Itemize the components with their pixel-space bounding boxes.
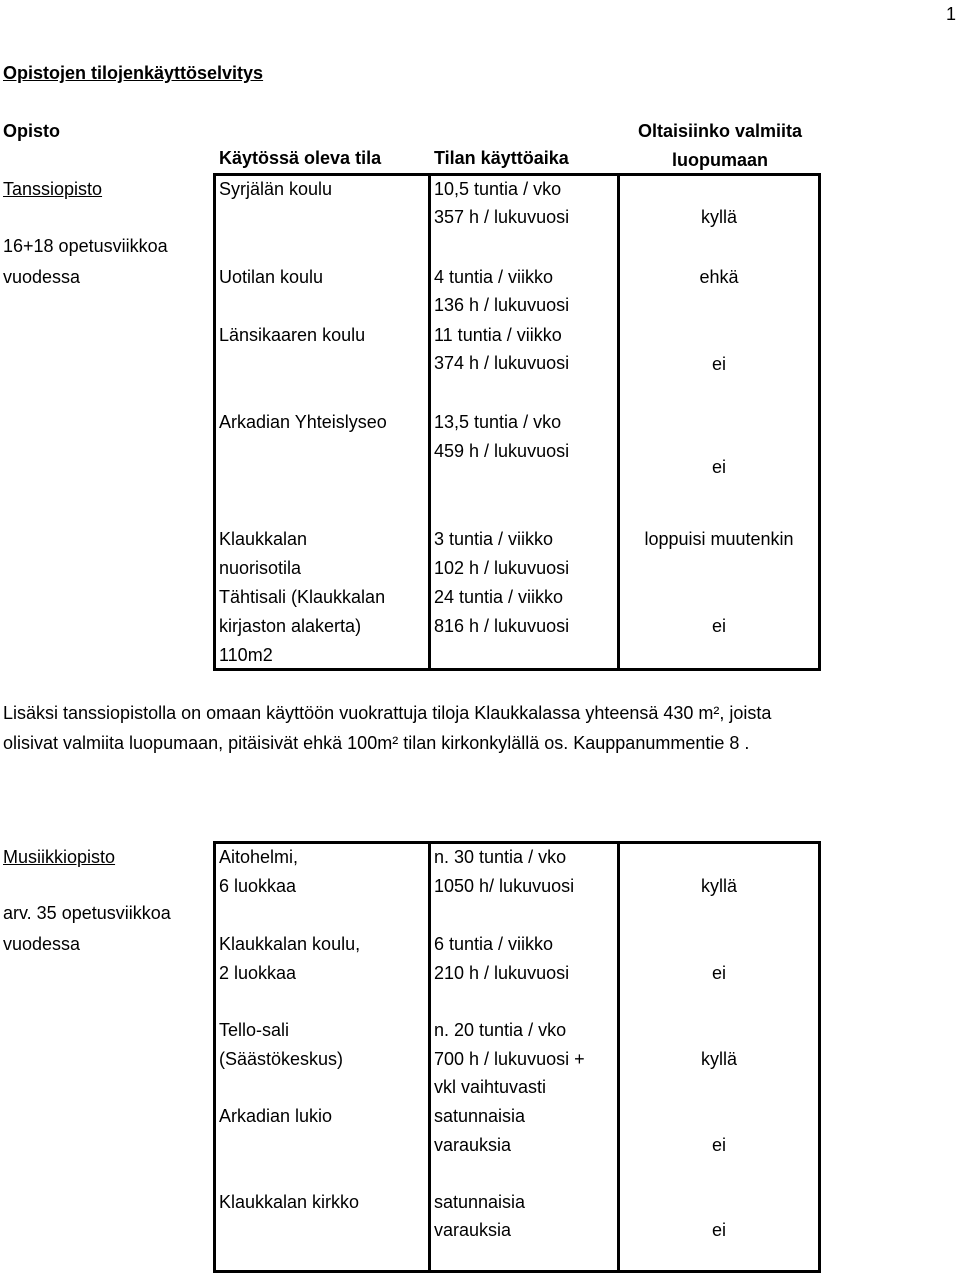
answer-cell: ei [711,616,726,636]
time-cell: 374 h / lukuvuosi [434,353,570,373]
space-cell: (Säästökeskus) [219,1049,344,1069]
space-cell: Aitohelmi, [219,847,299,867]
space-cell: Tähtisali (Klaukkalan [219,587,386,607]
header-luopuminen-line2: luopumaan [671,150,768,170]
time-cell: 700 h / lukuvuosi + [434,1049,585,1069]
time-cell: 357 h / lukuvuosi [434,207,570,227]
table-border-top [213,173,821,176]
time-cell: n. 30 tuntia / vko [434,847,567,867]
answer-cell: ei [711,354,726,374]
space-cell: Länsikaaren koulu [219,325,366,345]
space-cell: Uotilan koulu [219,267,324,287]
musiikkiopisto-note-line2: vuodessa [3,934,81,954]
space-cell: Arkadian Yhteislyseo [219,412,387,432]
answer-cell: loppuisi muutenkin [644,529,794,549]
header-opisto: Opisto [3,121,60,141]
answer-cell: ehkä [699,267,739,287]
answer-cell: kyllä [700,207,737,227]
page-title: Opistojen tilojenkäyttöselvitys [3,63,264,83]
time-cell: 24 tuntia / viikko [434,587,564,607]
header-aika: Tilan käyttöaika [434,148,569,168]
table-border-left [213,841,216,1273]
time-cell: satunnaisia [434,1106,526,1126]
space-cell: 2 luokkaa [219,963,297,983]
answer-cell: ei [711,1135,726,1155]
space-cell: Tello-sali [219,1020,290,1040]
answer-cell: ei [711,1220,726,1240]
time-cell: 11 tuntia / viikko [434,325,562,345]
time-cell: 816 h / lukuvuosi [434,616,570,636]
answer-cell: kyllä [700,876,737,896]
answer-cell: ei [711,457,726,477]
space-cell: Syrjälän koulu [219,179,333,199]
tanssiopisto-note-line1: 16+18 opetusviikkoa [3,236,168,256]
table-border-bottom [213,668,821,671]
tanssiopisto-name: Tanssiopisto [3,179,103,199]
header-luopuminen-line1: Oltaisiinko valmiita [637,121,803,141]
musiikkiopisto-note-line1: arv. 35 opetusviikkoa [3,903,171,923]
space-cell: kirjaston alakerta) [219,616,362,636]
answer-cell: kyllä [700,1049,737,1069]
time-cell: vkl vaihtuvasti [434,1077,547,1097]
time-cell: 10,5 tuntia / vko [434,179,562,199]
space-cell: 110m2 [219,645,273,665]
table-divider-1 [428,173,431,671]
time-cell: 6 tuntia / viikko [434,934,554,954]
tanssiopisto-note-line2: vuodessa [3,267,81,287]
time-cell: 210 h / lukuvuosi [434,963,570,983]
table-border-bottom [213,1270,821,1273]
note-line2: olisivat valmiita luopumaan, pitäisivät ehkä 100m² tilan kirkonkylällä os. Kauppanummentie 8 . [3,733,750,753]
time-cell: 3 tuntia / viikko [434,529,554,549]
space-cell: Arkadian lukio [219,1106,333,1126]
note-line1: Lisäksi tanssiopistolla on omaan käyttöön vuokrattuja tiloja Klaukkalassa yhteensä 430 m², joista [3,703,772,723]
space-cell: 6 luokkaa [219,876,297,896]
time-cell: 13,5 tuntia / vko [434,412,562,432]
header-tila: Käytössä oleva tila [219,148,382,168]
time-cell: varauksia [434,1135,512,1155]
time-cell: 1050 h/ lukuvuosi [434,876,575,896]
table-border-right [818,173,821,671]
table-divider-2 [617,173,620,671]
table-border-top [213,841,821,844]
space-cell: Klaukkalan koulu, [219,934,361,954]
musiikkiopisto-name: Musiikkiopisto [3,847,116,867]
space-cell: Klaukkalan kirkko [219,1192,360,1212]
table-border-right [818,841,821,1273]
table-divider-1 [428,841,431,1273]
time-cell: varauksia [434,1220,512,1240]
table-border-left [213,173,216,671]
answer-cell: ei [711,963,726,983]
space-cell: Klaukkalan [219,529,308,549]
time-cell: 102 h / lukuvuosi [434,558,570,578]
time-cell: satunnaisia [434,1192,526,1212]
page-number: 1 [946,4,957,24]
time-cell: 459 h / lukuvuosi [434,441,570,461]
space-cell: nuorisotila [219,558,302,578]
time-cell: 136 h / lukuvuosi [434,295,570,315]
time-cell: n. 20 tuntia / vko [434,1020,567,1040]
time-cell: 4 tuntia / viikko [434,267,554,287]
